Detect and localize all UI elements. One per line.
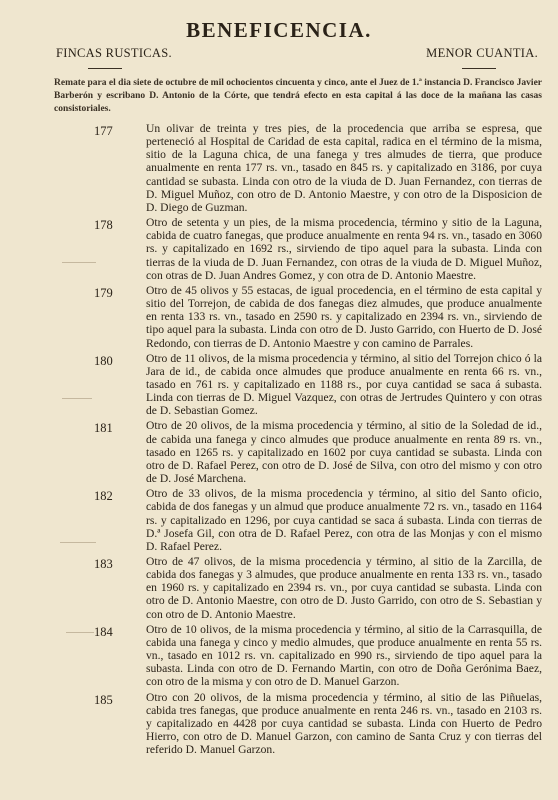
decorative-rule-left — [88, 68, 122, 69]
entry-text: Otro de setenta y un pies, de la misma procedencia, término y sitio de la Laguna, cabida de cuatro fanegas, que produce anualmente en renta 94 rs. vn., tasado en 3060 rs. y capitalizado en 1692 rs., sirviendo de tipo aquel para la subasta. Linda con tierras de la viuda de D. Juan Fernandez, con otras de la viuda de D. Miguel Muñoz, con otras de D. Juan Andres Gomez, y con otra de D. Antonio Maestre. — [146, 216, 542, 282]
entry-number: 184 — [94, 624, 113, 639]
list-item — [0, 216, 558, 282]
list-item — [0, 122, 558, 214]
entry-text: Otro de 20 olivos, de la misma procedencia y término, al sitio de la Soledad de id., de cabida una fanega y cinco almudes que produce anualmente en renta 89 rs. vn., tasado en 1265 rs. y capitalizado en 1602 por cuya cantidad se subasta. Linda con otro de D. Rafael Perez, con otro de D. José de Silva, con otro del mismo y con otro de D. José Marchena. — [146, 419, 542, 486]
entry-number: 183 — [94, 557, 113, 571]
entry-text: Otro de 33 olivos, de la misma procedencia y término, al sitio del Santo oficio, cabida de dos fanegas y un almud que produce anualmente 72 rs. vn., tasado en 1164 rs. y capitalizado en 1296, por cuya cantidad se saca á subasta. Linda con tierras de D.ª Josefa Gil, con otra de D. Rafael Perez, con otra de las Monjas y con el mismo D. Rafael Perez. — [146, 487, 542, 553]
list-item — [0, 623, 558, 689]
section-subtitle-left: FINCAS RUSTICAS. — [56, 46, 172, 60]
entry-number: 177 — [94, 124, 113, 138]
section-subtitle-right: MENOR CUANTIA. — [426, 46, 538, 60]
entry-text: Otro de 47 olivos, de la misma procedencia y término, al sitio de la Zarcilla, de cabida dos fanegas y 3 almudes, que produce anualmente en renta 133 rs. vn., tasado en 1960 rs. y capitalizado en 2394 rs. vn., por cuya cantidad se subasta. Linda con otro de D. Antonio Maestre, con otro de D. Justo Garrido, con otro de S. Sebastian y con otro de D. Antonio Maestre. — [146, 555, 542, 621]
entry-text: Otro de 11 olivos, de la misma procedencia y término, al sitio del Torrejon chico ó la Jara de id., de cabida once almudes que produce anualmente en renta 66 rs. vn., tasado en 761 rs. y capitalizado en 1188 rs., por cuya cantidad se saca á subasta. Linda con tierras de D. Miguel Vazquez, con otras de Jertrudes Quintero y con otras de D. Sebastian Gomez. — [146, 351, 542, 418]
entry-text: Otro de 45 olivos y 55 estacas, de igual procedencia, en el término de esta capital y sitio del Torrejon, de cabida de dos fanegas diez almudes, que produce anualmente en renta 133 rs. vn., tasado en 2590 rs. y capitalizado en 2394 rs. vn., sirviendo de tipo aquel para la subasta. Linda con otro de D. Justo Garrido, con Huerto de D. José Redondo, con tierras de D. Antonio Maestre y con camino de Parrales. — [146, 283, 542, 350]
entry-number: 181 — [94, 421, 113, 436]
entry-text: Un olivar de treinta y tres pies, de la procedencia que arriba se espresa, que perteneció al Hospital de Caridad de esta capital, radica en el término de la misma, sitio de la Laguna chica, de una fanega y tres almudes de tierra, que produce anualmente en renta 177 rs. vn., tasado en 845 rs. y capitalizado en 3186, por cuya cantidad se subasta. Linda con otro de la viuda de D. Juan Fernandez, con tierras de D. Miguel Muñoz, con otro de D. Antonio Maestre, y con otro de la Disposicion de D. Diego de Guzman. — [146, 122, 542, 214]
page-title: BENEFICENCIA. — [186, 18, 372, 42]
entry-number: 185 — [94, 692, 113, 707]
list-item — [0, 691, 558, 757]
auction-notice: Remate para el dia siete de octubre de mil ochocientos cincuenta y cinco, ante el Juez de 1.ª instancia D. Francisco Javier Barberón y escribano D. Antonio de la Córte, que tendrá efecto en esta capital á las doce de la mañana las casas consistoriales. — [54, 78, 542, 114]
list-item — [0, 352, 558, 418]
list-item — [0, 555, 558, 621]
list-item — [0, 284, 558, 350]
list-item — [0, 419, 558, 485]
entry-text: Otro de 10 olivos, de la misma procedencia y término, al sitio de la Carrasquilla, de cabida una fanega y cinco y medio almudes, que produce anualmente en renta 55 rs. vn., tasado en 1012 rs. vn. capitalizado en 990 rs., sirviendo de tipo aquel para la subasta. Linda con otro de D. Fernando Martin, con otro de Doña Gerónima Baez, con otro de la misma y con otro de D. Manuel Garzon. — [146, 622, 542, 689]
entry-number: 178 — [94, 218, 113, 233]
entry-number: 180 — [94, 353, 113, 368]
entry-number: 182 — [94, 489, 113, 504]
entries-list — [0, 122, 558, 756]
entry-text: Otro con 20 olivos, de la misma procedencia y término, al sitio de las Piñuelas, cabida tres fanegas, que produce anualmente en renta 246 rs. vn., tasado en 2103 rs. y capitalizado en 4428 por cuya cantidad se subasta. Linda con Huerto de Pedro Hierro, con otro de D. Manuel Garzon, con camino de Santa Cruz y con tierras del referido D. Manuel Garzon. — [146, 690, 542, 757]
entry-number: 179 — [94, 285, 113, 300]
list-item — [0, 487, 558, 553]
decorative-rule-right — [462, 68, 496, 69]
